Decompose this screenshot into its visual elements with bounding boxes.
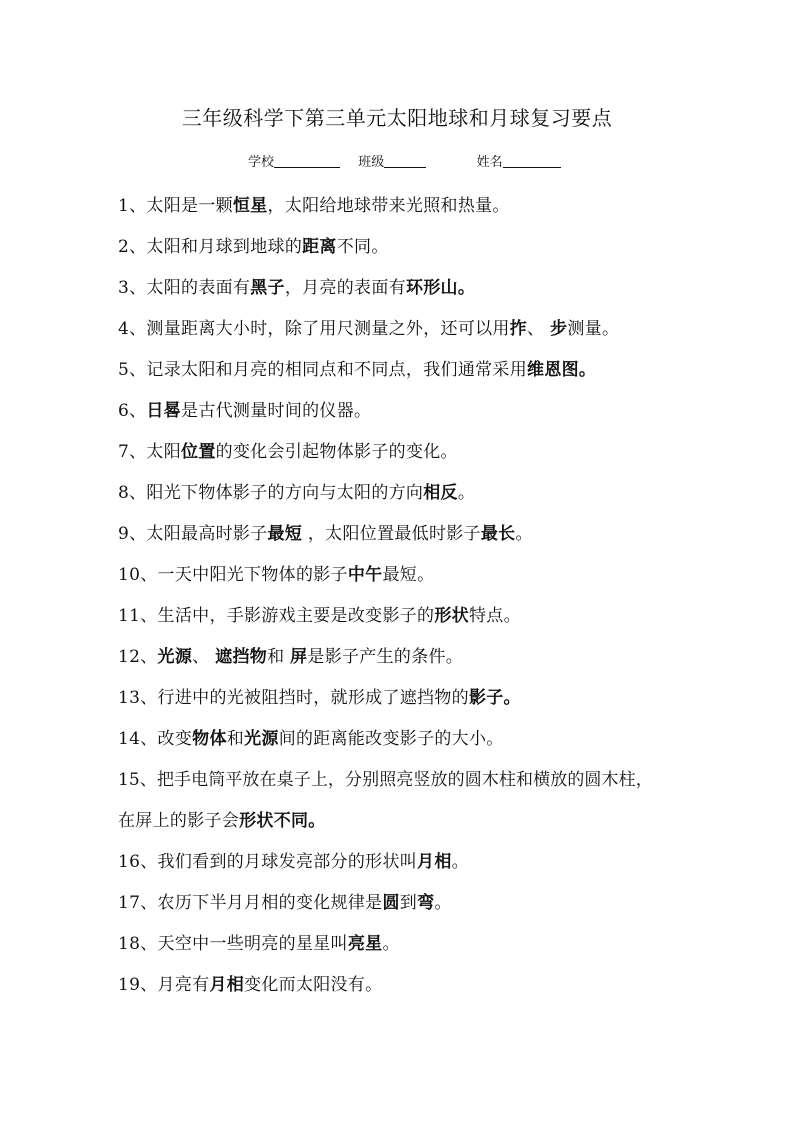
item-text: 。 [457,483,476,503]
item-text: 农历下半月月相的变化规律是 [157,893,383,913]
key-term: 圆 [382,893,400,913]
list-item [118,760,678,801]
item-text: 太阳是一颗 [146,196,233,216]
key-term: 亮星 [347,934,383,954]
item-text: 天空中一些明亮的星星叫 [157,934,348,954]
item-text: 太阳的表面有 [146,278,251,298]
list-item [118,924,678,965]
key-term: 光源 [157,647,193,667]
class-label: 班级 [358,155,385,170]
item-text: 是古代测量时间的仪器。 [181,401,372,421]
key-term: 物体 [192,729,227,749]
item-text: 。 [434,893,452,913]
item-number: 11、 [118,606,158,626]
key-term: 距离 [302,237,337,257]
item-text: 的变化会引起物体影子的变化。 [215,442,458,462]
key-term: 相反 [423,483,458,503]
item-text: 太阳和月球到地球的 [146,237,303,257]
item-number: 2、 [118,237,147,257]
key-term: 位置 [181,442,216,462]
item-text: 、 [527,319,551,339]
key-term: 屏 [290,647,308,667]
school-blank [274,155,340,168]
key-term: 形状不同。 [239,811,326,831]
item-text: ，太阳给地球带来光照和热量。 [267,196,510,216]
list-item [118,596,678,637]
item-text: 月亮有 [157,975,210,995]
item-text: 是影子产生的条件。 [307,647,464,667]
key-term: 最长 [480,524,516,544]
list-item [118,801,678,842]
name-label: 姓名 [476,155,503,170]
key-term: 拃 [509,319,528,339]
key-term: 黑子 [250,278,285,298]
key-term: 影子。 [468,688,521,708]
list-item [118,432,678,473]
item-text: 。 [451,852,469,872]
document-title: 三年级科学下第三单元太阳地球和月球复习要点 [181,106,613,130]
item-text: 把手电筒平放在桌子上，分别照亮竖放的圆木柱和横放的圆木柱， [156,770,653,790]
key-term: 最短 [267,524,303,544]
name-blank [503,155,561,168]
list-item [118,309,678,350]
list-item [118,637,678,678]
item-number: 1、 [118,196,147,216]
key-term: 步 [550,319,568,339]
item-number: 15、 [118,770,157,790]
list-item [118,268,678,309]
list-item [118,555,678,596]
item-text: 和 [226,729,245,749]
item-text: 记录太阳和月亮的相同点和不同点，我们通常采用 [146,360,528,380]
item-number: 16、 [118,852,158,872]
key-term: 形状 [434,606,469,626]
student-info-line [248,151,561,170]
item-number: 4、 [118,319,147,339]
school-label: 学校 [248,155,275,170]
key-term: 月相 [417,852,452,872]
key-term: 恒星 [232,196,268,216]
list-item [118,473,678,514]
list-item [118,719,678,760]
key-term: 环形山。 [405,278,476,298]
list-item [118,842,678,883]
key-term: 光源 [244,729,279,749]
key-term: 弯 [417,893,435,913]
item-text: 不同。 [336,237,389,257]
review-points-list [118,186,678,1006]
item-number: 8、 [118,483,147,503]
item-number: 18、 [118,934,158,954]
item-text: 在屏上的影子会 [118,811,240,831]
item-number: 9、 [118,524,147,544]
item-number: 5、 [118,360,147,380]
item-text: 测量。 [567,319,620,339]
item-number: 19、 [118,975,158,995]
list-item [118,186,678,227]
key-term: 维恩图。 [527,360,597,380]
item-text: 阳光下物体影子的方向与太阳的方向 [146,483,424,503]
item-text: 测量距离大小时，除了用尺测量之外，还可以用 [146,319,510,339]
item-text: 。 [382,934,400,954]
item-text: 一天中阳光下物体的影子 [157,565,348,585]
item-text: 行进中的光被阻挡时，就形成了遮挡物的 [157,688,469,708]
key-term: 中午 [347,565,383,585]
item-text: 最短。 [382,565,435,585]
item-number: 12、 [118,647,158,667]
item-number: 6、 [118,401,147,421]
key-term: 日晷 [146,401,182,421]
item-text: ，太阳位置最低时影子 [302,524,481,544]
item-number: 17、 [118,893,158,913]
item-number: 7、 [118,442,147,462]
item-number: 10、 [118,565,158,585]
item-number: 13、 [118,688,158,708]
item-number: 3、 [118,278,147,298]
item-text: 。 [515,524,533,544]
item-text: 和 [267,647,291,667]
key-term: 月相 [209,975,245,995]
list-item [118,350,678,391]
list-item [118,678,678,719]
item-text: 变化而太阳没有。 [244,975,383,995]
item-text: 特点。 [468,606,521,626]
key-term: 遮挡物 [215,647,268,667]
item-text: 太阳最高时影子 [146,524,268,544]
class-blank [384,155,426,168]
list-item [118,883,678,924]
list-item [118,965,678,1006]
item-text: ，月亮的表面有 [284,278,406,298]
list-item [118,391,678,432]
item-text: 太阳 [146,442,182,462]
item-text: 生活中，手影游戏主要是改变影子的 [157,606,435,626]
item-text: 、 [192,647,216,667]
list-item [118,514,678,555]
item-text: 到 [399,893,418,913]
item-text: 间的距离能改变影子的大小。 [278,729,504,749]
list-item [118,227,678,268]
item-number: 14、 [118,729,158,749]
item-text: 我们看到的月球发亮部分的形状叫 [157,852,418,872]
item-text: 改变 [157,729,193,749]
